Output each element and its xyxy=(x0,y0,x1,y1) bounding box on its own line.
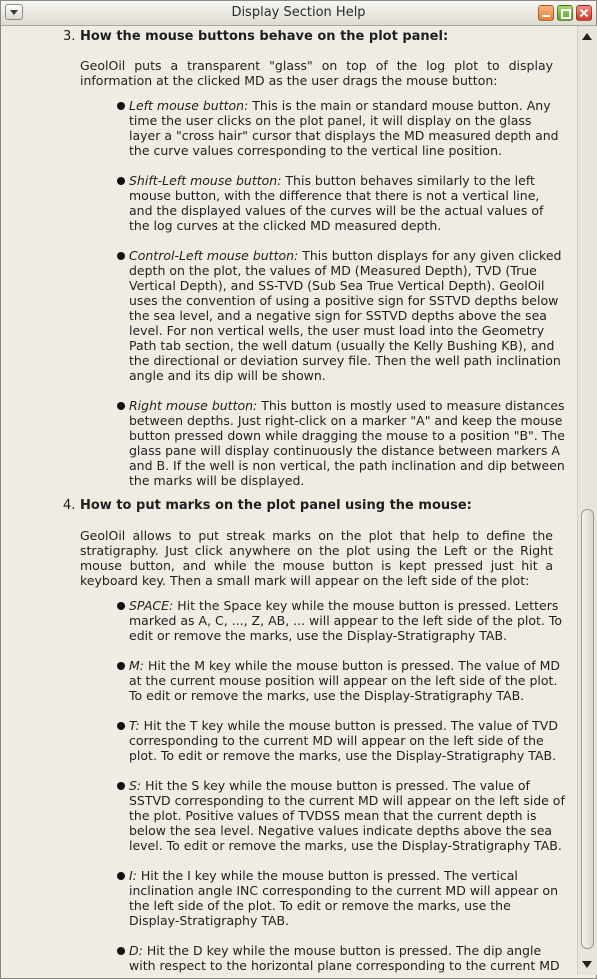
bullet-icon xyxy=(117,602,125,610)
list-item xyxy=(129,943,565,973)
section-heading: How to put marks on the plot panel using the mouse: xyxy=(80,498,472,513)
item-term: T: xyxy=(129,718,140,733)
bullet-icon xyxy=(117,402,125,410)
list-item xyxy=(129,98,565,158)
help-content xyxy=(7,26,576,974)
section-intro: GeolOil allows to put streak marks on the plot that help to define the stratigraphy. Just click anywhere on the plot using the Left or the Right mouse button, and while the mouse button is kept pressed just hit a keyboard key. Then a small mark will appear on the left side of the plot: xyxy=(80,528,553,588)
list-item xyxy=(129,868,565,928)
window-title: Display Section Help xyxy=(231,5,366,20)
section-number: 4. xyxy=(63,498,76,513)
list-item xyxy=(129,173,565,233)
item-term: D: xyxy=(129,943,143,958)
list-item xyxy=(129,598,565,643)
close-button[interactable] xyxy=(576,5,592,21)
item-term: I: xyxy=(129,868,137,883)
item-term: Control-Left mouse button: xyxy=(129,248,299,263)
scroll-up-arrow-icon[interactable] xyxy=(582,33,592,40)
vertical-scrollbar[interactable] xyxy=(577,26,597,975)
bullet-icon xyxy=(117,722,125,730)
list-item xyxy=(129,718,565,763)
item-term: SPACE: xyxy=(129,598,174,613)
item-text: Hit the T key while the mouse button is pressed. The value of TVD corresponding to the current MD will appear on the left side of the plot. To edit or remove the marks, use the Display-Stratigraphy TAB. xyxy=(129,718,558,763)
minimize-button[interactable] xyxy=(538,5,554,21)
bullet-icon xyxy=(117,102,125,110)
item-text: This button behaves similarly to the left mouse button, with the difference that there is not a vertical line, and the displayed values of the curves will be the actual values of the log curves at the clicked MD measured depth. xyxy=(129,173,544,233)
section-heading: How the mouse buttons behave on the plot panel: xyxy=(80,29,449,44)
bullet-icon xyxy=(117,947,125,955)
section-number: 3. xyxy=(63,29,76,44)
item-term: Shift-Left mouse button: xyxy=(129,173,282,188)
item-text: Hit the Space key while the mouse button is pressed. Letters marked as A, C, ..., Z, AB, ... will appear to the left side of the plot. To edit or remove the marks, use the Display-Stratigraphy TAB. xyxy=(129,598,563,643)
bullet-icon xyxy=(117,252,125,260)
scroll-down-arrow-icon[interactable] xyxy=(582,961,592,968)
item-text: This button displays for any given clicked depth on the plot, the values of MD (Measured Depth), TVD (True Vertical Depth), and SS-TVD (Sub Sea True Vertical Depth). GeolOil uses the convention of using a positive sign for SSTVD depths below the sea level, and a negative sign for SSTVD depths above the sea level. For non vertical wells, the user must load into the Geometry Path tab section, the well datum (usually the Kelly Bushing KB), and the directional or deviation survey file. Then the well path inclination angle and its dip will be shown. xyxy=(129,248,562,383)
item-text: This is the main or standard mouse button. Any time the user clicks on the plot panel, it will display on the glass layer a "cross hair" cursor that displays the MD measured depth and the curve values corresponding to the vertical line position. xyxy=(129,98,559,158)
bullet-icon xyxy=(117,782,125,790)
list-item xyxy=(129,398,565,488)
item-text: Hit the D key while the mouse button is pressed. The dip angle with respect to the horizontal plane corresponding to the current MD xyxy=(129,943,560,973)
bullet-icon xyxy=(117,177,125,185)
section-intro: GeolOil puts a transparent "glass" on top of the log plot to display information at the clicked MD as the user drags the mouse button: xyxy=(80,58,553,88)
list-item xyxy=(129,778,565,853)
item-term: Left mouse button: xyxy=(129,98,249,113)
title-bar[interactable] xyxy=(1,1,596,26)
item-term: S: xyxy=(129,778,142,793)
item-text: Hit the I key while the mouse button is pressed. The vertical inclination angle INC corresponding to the current MD will appear on the left side of the plot. To edit or remove the marks, use the Display-Stratigraphy TAB. xyxy=(129,868,558,928)
item-text: Hit the S key while the mouse button is pressed. The value of SSTVD corresponding to the current MD will appear on the left side of the plot. Positive values of TVDSS mean that the current depth is below the sea level. Negative values indicate depths above the sea level. To edit or remove the marks, use the Display-Stratigraphy TAB. xyxy=(129,778,565,853)
bullet-icon xyxy=(117,662,125,670)
maximize-button[interactable] xyxy=(557,5,573,21)
list-item xyxy=(129,658,565,703)
bullet-icon xyxy=(117,872,125,880)
item-term: M: xyxy=(129,658,144,673)
scrollbar-thumb[interactable] xyxy=(581,509,594,949)
item-text: This button is mostly used to measure distances between depths. Just right-click on a marker "A" and keep the mouse button pressed down while dragging the mouse to a position "B". The glass pane will display continuously the distance between markers A and B. If the well is non vertical, the path inclination and dip between the marks will be displayed. xyxy=(129,398,565,488)
item-text: Hit the M key while the mouse button is pressed. The value of MD at the current mouse position will appear on the left side of the plot. To edit or remove the marks, use the Display-Stratigraphy TAB. xyxy=(129,658,561,703)
list-item xyxy=(129,248,565,383)
item-term: Right mouse button: xyxy=(129,398,258,413)
